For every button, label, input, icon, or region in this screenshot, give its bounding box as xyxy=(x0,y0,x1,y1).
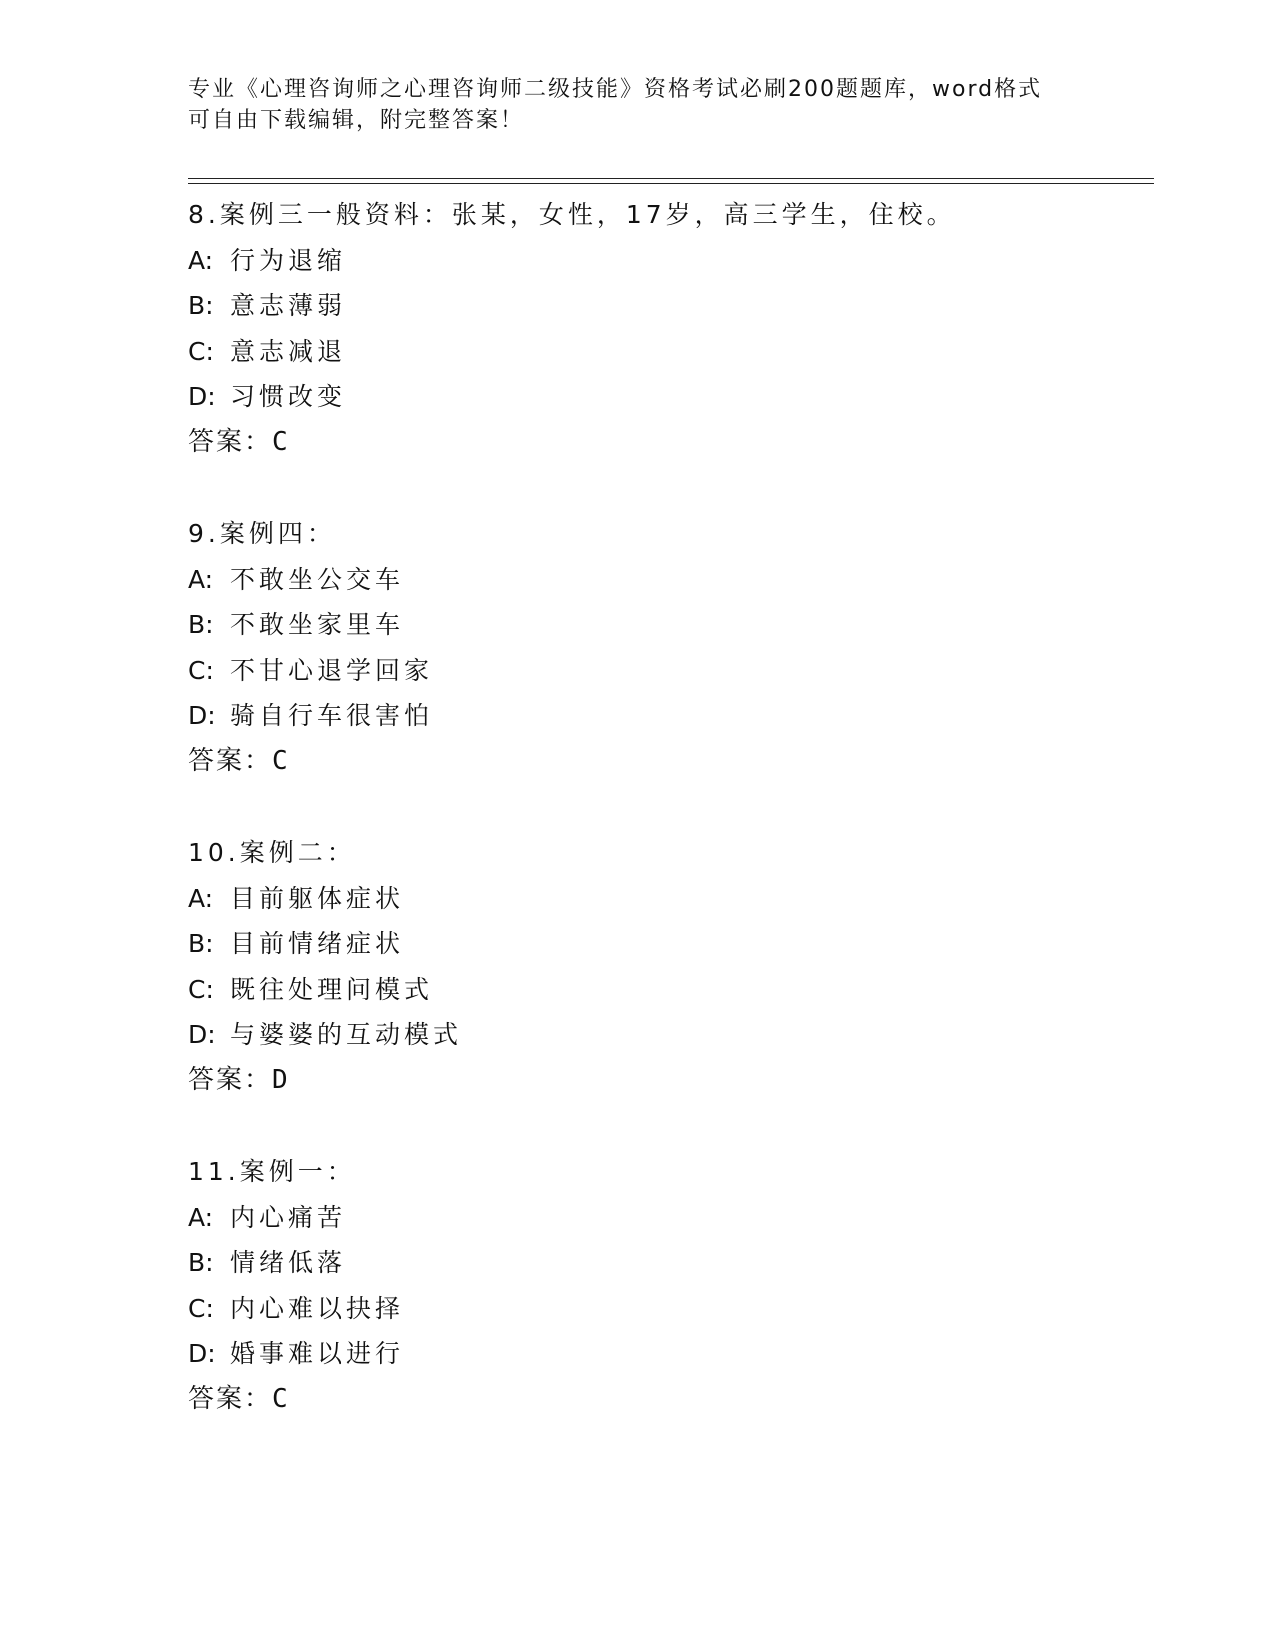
option-text: 习惯改变 xyxy=(230,382,347,411)
option-letter: A: xyxy=(188,1202,214,1232)
answer-line xyxy=(188,420,1148,466)
option-d xyxy=(188,1331,1148,1377)
option-c xyxy=(188,967,1148,1013)
option-d xyxy=(188,1012,1148,1058)
answer-line xyxy=(188,1058,1148,1104)
answer-value: C xyxy=(272,426,288,457)
header-line-2: 可自由下载编辑，附完整答案！ xyxy=(188,108,525,133)
question-item xyxy=(188,192,1148,465)
answer-value: D xyxy=(272,1064,288,1095)
option-letter: B: xyxy=(188,1248,214,1277)
option-text: 内心难以抉择 xyxy=(230,1293,405,1323)
question-title: 11.案例一： xyxy=(188,1157,356,1186)
option-text: 意志减退 xyxy=(230,336,347,366)
option-text: 不敢坐家里车 xyxy=(230,610,405,639)
option-letter: B: xyxy=(188,291,214,320)
option-letter: D: xyxy=(188,1339,216,1368)
option-c xyxy=(188,648,1148,694)
answer-label: 答案： xyxy=(188,745,273,776)
option-a xyxy=(188,238,1148,284)
option-letter: B: xyxy=(188,610,214,639)
option-text: 行为退缩 xyxy=(230,245,347,275)
header-divider-bottom xyxy=(188,183,1154,184)
option-text: 不敢坐公交车 xyxy=(230,564,405,594)
option-b xyxy=(188,921,1148,967)
question-title: 8.案例三一般资料：张某，女性，17岁，高三学生，住校。 xyxy=(188,200,956,229)
answer-line xyxy=(188,739,1148,785)
option-d xyxy=(188,693,1148,739)
question-title: 9.案例四： xyxy=(188,519,336,548)
option-letter: D: xyxy=(188,701,216,730)
answer-label: 答案： xyxy=(188,1064,273,1095)
answer-value: C xyxy=(272,745,288,776)
document-header xyxy=(188,74,1088,136)
question-item xyxy=(188,511,1148,784)
option-b xyxy=(188,1240,1148,1286)
option-letter: B: xyxy=(188,929,214,958)
option-letter: A: xyxy=(188,883,214,913)
option-b xyxy=(188,602,1148,648)
option-text: 婚事难以进行 xyxy=(230,1339,405,1368)
option-c xyxy=(188,329,1148,375)
option-b xyxy=(188,283,1148,329)
option-letter: A: xyxy=(188,564,214,594)
option-text: 不甘心退学回家 xyxy=(230,655,434,685)
option-letter: C: xyxy=(188,655,214,685)
option-d xyxy=(188,374,1148,420)
option-text: 意志薄弱 xyxy=(230,291,347,320)
answer-value: C xyxy=(272,1383,288,1414)
option-letter: A: xyxy=(188,245,214,275)
option-letter: C: xyxy=(188,336,214,366)
option-letter: C: xyxy=(188,1293,214,1323)
option-text: 既往处理问模式 xyxy=(230,974,434,1004)
question-list xyxy=(188,192,1148,1468)
option-a xyxy=(188,1195,1148,1241)
option-a xyxy=(188,557,1148,603)
option-letter: C: xyxy=(188,974,214,1004)
option-text: 骑自行车很害怕 xyxy=(230,701,434,730)
answer-label: 答案： xyxy=(188,1383,273,1414)
option-text: 目前躯体症状 xyxy=(230,883,405,913)
option-text: 内心痛苦 xyxy=(230,1202,347,1232)
option-text: 与婆婆的互动模式 xyxy=(230,1020,463,1049)
option-a xyxy=(188,876,1148,922)
option-text: 情绪低落 xyxy=(230,1248,347,1277)
answer-label: 答案： xyxy=(188,426,273,457)
question-item xyxy=(188,1149,1148,1422)
option-letter: D: xyxy=(188,382,216,411)
option-c xyxy=(188,1286,1148,1332)
question-item xyxy=(188,830,1148,1103)
header-divider-top xyxy=(188,178,1154,179)
header-line-1: 专业《心理咨询师之心理咨询师二级技能》资格考试必刷200题题库，word格式 xyxy=(188,77,1043,102)
question-title: 10.案例二： xyxy=(188,838,356,867)
option-text: 目前情绪症状 xyxy=(230,929,405,958)
answer-line xyxy=(188,1377,1148,1423)
option-letter: D: xyxy=(188,1020,216,1049)
